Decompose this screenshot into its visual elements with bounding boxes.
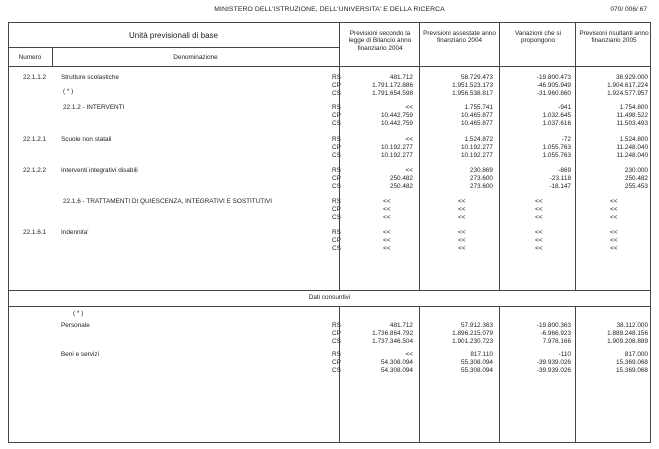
value-col1: << bbox=[405, 136, 413, 143]
value-col4: 250.482 bbox=[624, 175, 648, 182]
value-col4: << bbox=[610, 214, 618, 221]
value-col1: 1.791.654.598 bbox=[372, 90, 413, 97]
type-code: CP bbox=[332, 175, 341, 182]
col4-divider-dati bbox=[575, 306, 576, 443]
value-col1: 1.791.172.886 bbox=[372, 82, 413, 89]
value-col4: 15.369.068 bbox=[616, 367, 648, 374]
value-col2: 1.896.215.079 bbox=[452, 330, 493, 337]
value-col2: 55.308.094 bbox=[461, 367, 493, 374]
value-col2: << bbox=[458, 214, 466, 221]
type-code: RS bbox=[332, 351, 341, 358]
type-code: CS bbox=[332, 245, 341, 252]
value-col3: 1.055.763 bbox=[542, 152, 571, 159]
value-col2: 273.600 bbox=[469, 175, 493, 182]
value-col3: -941 bbox=[558, 104, 571, 111]
value-col2: 10.192.277 bbox=[461, 144, 493, 151]
value-col2: 57.912.363 bbox=[461, 322, 493, 329]
type-code: CS bbox=[332, 152, 341, 159]
value-col1: 10.192.277 bbox=[381, 144, 413, 151]
value-col3: -869 bbox=[558, 167, 571, 174]
value-col1: << bbox=[405, 351, 413, 358]
value-col1: 1.736.864.792 bbox=[372, 330, 413, 337]
value-col1: 250.482 bbox=[389, 175, 413, 182]
upb-title: Unità previsionali di base bbox=[129, 31, 218, 40]
value-col3: << bbox=[535, 237, 543, 244]
value-col1: 10.442.759 bbox=[381, 112, 413, 119]
value-col3: << bbox=[535, 229, 543, 236]
ministry-title: MINISTERO DELL'ISTRUZIONE, DELL'UNIVERSITA' E DELLA RICERCA bbox=[214, 6, 445, 13]
value-col4: 1.924.577.957 bbox=[607, 90, 648, 97]
header-bottom-line bbox=[8, 66, 651, 67]
numero-header: Numero bbox=[18, 54, 42, 61]
value-col1: << bbox=[383, 237, 391, 244]
value-col4: 1.889.248.156 bbox=[607, 330, 648, 337]
value-col1: << bbox=[383, 214, 391, 221]
value-col3: -72 bbox=[561, 136, 571, 143]
row-label: Indennita' bbox=[61, 229, 89, 236]
value-col4: << bbox=[610, 206, 618, 213]
col3-header: Variazioni che si propongono bbox=[514, 30, 562, 45]
value-col3: 1.055.763 bbox=[542, 144, 571, 151]
col1-header: Previsioni secondo la legge di Bilancio anno finanziario 2004 bbox=[348, 30, 412, 52]
value-col4: 11.498.522 bbox=[616, 112, 648, 119]
header-mid-line bbox=[8, 47, 339, 48]
value-col1: 481.712 bbox=[389, 74, 413, 81]
type-code: CS bbox=[332, 90, 341, 97]
dati-bottom-line bbox=[8, 306, 651, 307]
type-code: RS bbox=[332, 229, 341, 236]
value-col4: << bbox=[610, 245, 618, 252]
row-number: 22.1.2.1 bbox=[23, 136, 47, 143]
type-code: CP bbox=[332, 359, 341, 366]
type-code: CP bbox=[332, 330, 341, 337]
value-col1: << bbox=[405, 167, 413, 174]
value-col4: << bbox=[610, 229, 618, 236]
value-col4: 38.929.000 bbox=[616, 74, 648, 81]
value-col4: 1.909.208.889 bbox=[607, 338, 648, 345]
value-col2: 273.600 bbox=[469, 183, 493, 190]
type-code: RS bbox=[332, 198, 341, 205]
dati-top-line bbox=[8, 290, 651, 291]
value-col3: -31.960.860 bbox=[536, 90, 571, 97]
value-col1: << bbox=[383, 245, 391, 252]
type-code: CP bbox=[332, 144, 341, 151]
type-code: CS bbox=[332, 367, 341, 374]
value-col4: 230.000 bbox=[624, 167, 648, 174]
value-col4: 38.112.000 bbox=[616, 322, 648, 329]
value-col2: 1.956.538.817 bbox=[452, 90, 493, 97]
value-col2: << bbox=[458, 237, 466, 244]
value-col4: 1.904.617.224 bbox=[607, 82, 648, 89]
value-col3: -39.939.026 bbox=[536, 359, 571, 366]
type-code: RS bbox=[332, 104, 341, 111]
type-code: CS bbox=[332, 338, 341, 345]
type-code: CP bbox=[332, 82, 341, 89]
value-col4: 11.503.493 bbox=[616, 120, 648, 127]
type-code: CP bbox=[332, 112, 341, 119]
dati-row-label: Personale bbox=[61, 322, 90, 329]
value-col2: << bbox=[458, 245, 466, 252]
value-col1: << bbox=[383, 206, 391, 213]
value-col3: << bbox=[535, 245, 543, 252]
col2-divider-dati bbox=[419, 306, 420, 443]
dati-consuntivi-title: Dati consuntivi bbox=[308, 294, 351, 301]
value-col2: 1.901.230.723 bbox=[452, 338, 493, 345]
value-col3: -19.800.473 bbox=[536, 74, 571, 81]
row-number: 22.1.1.2 bbox=[23, 74, 47, 81]
page-code: 070/ 006/ 67 bbox=[610, 6, 647, 13]
value-col3: -39.939.026 bbox=[536, 367, 571, 374]
value-col1: 54.308.094 bbox=[381, 359, 413, 366]
value-col2: << bbox=[458, 206, 466, 213]
value-col4: 11.248.040 bbox=[616, 144, 648, 151]
value-col3: 1.037.616 bbox=[542, 120, 571, 127]
value-col3: -6.966.923 bbox=[540, 330, 571, 337]
col4-header: Previsioni risultanti anno finanziario 2005 bbox=[579, 30, 649, 45]
value-col4: 1.754.800 bbox=[619, 104, 648, 111]
row-label: Interventi integrativi disabili bbox=[61, 167, 138, 174]
type-code: RS bbox=[332, 74, 341, 81]
col3-divider bbox=[499, 22, 500, 290]
type-code: CS bbox=[332, 214, 341, 221]
col4-divider bbox=[575, 22, 576, 290]
denominazione-header: Denominazione bbox=[173, 54, 218, 61]
value-col2: 1.951.523.173 bbox=[452, 82, 493, 89]
row-number: 22.1.2.2 bbox=[23, 167, 47, 174]
type-code: CP bbox=[332, 206, 341, 213]
value-col4: 817.000 bbox=[624, 351, 648, 358]
value-col2: 10.465.877 bbox=[461, 120, 493, 127]
value-col1: << bbox=[383, 229, 391, 236]
value-col3: 7.978.166 bbox=[542, 338, 571, 345]
row-label: Strutture scolastiche bbox=[61, 74, 119, 81]
type-code: CS bbox=[332, 120, 341, 127]
value-col2: 1.524.872 bbox=[464, 136, 493, 143]
type-code: CS bbox=[332, 183, 341, 190]
value-col2: 1.755.741 bbox=[464, 104, 493, 111]
value-col3: << bbox=[535, 198, 543, 205]
value-col1: << bbox=[383, 198, 391, 205]
type-code: RS bbox=[332, 136, 341, 143]
value-col2: 817.110 bbox=[470, 351, 493, 358]
value-col3: -110 bbox=[558, 351, 571, 358]
value-col1: << bbox=[405, 104, 413, 111]
value-col3: << bbox=[535, 206, 543, 213]
value-col4: << bbox=[610, 198, 618, 205]
value-col2: 230.869 bbox=[469, 167, 493, 174]
col2-divider bbox=[419, 22, 420, 290]
type-code: RS bbox=[332, 322, 341, 329]
value-col3: 1.032.645 bbox=[542, 112, 571, 119]
value-col1: 1.737.346.504 bbox=[372, 338, 413, 345]
row-label: 22.1.2 - INTERVENTI bbox=[63, 104, 125, 111]
dati-note: ( * ) bbox=[73, 310, 84, 317]
type-code: CP bbox=[332, 237, 341, 244]
type-code: RS bbox=[332, 167, 341, 174]
value-col2: 55.308.094 bbox=[461, 359, 493, 366]
row-label: 22.1.6 - TRATTAMENTI DI QUIESCENZA, INTEGRATIVI E SOSTITUTIVI bbox=[63, 198, 273, 205]
row-number: 22.1.6.1 bbox=[23, 229, 47, 236]
col3-divider-dati bbox=[499, 306, 500, 443]
value-col3: -18.147 bbox=[549, 183, 571, 190]
value-col2: << bbox=[458, 229, 466, 236]
value-col4: 11.248.040 bbox=[616, 152, 648, 159]
row-label: Scuole non statali bbox=[61, 136, 112, 143]
value-col4: 15.369.068 bbox=[616, 359, 648, 366]
value-col3: -23.118 bbox=[549, 175, 571, 182]
value-col1: 10.442.759 bbox=[381, 120, 413, 127]
value-col3: << bbox=[535, 214, 543, 221]
value-col4: 255.453 bbox=[624, 183, 648, 190]
col2-header: Previsioni assestate anno finanziario 2004 bbox=[423, 30, 496, 45]
value-col1: 54.308.094 bbox=[381, 367, 413, 374]
value-col2: 10.465.877 bbox=[461, 112, 493, 119]
value-col2: 10.192.277 bbox=[461, 152, 493, 159]
value-col4: << bbox=[610, 237, 618, 244]
value-col1: 481.712 bbox=[389, 322, 413, 329]
value-col1: 250.482 bbox=[389, 183, 413, 190]
dati-row-label: Beni e servizi bbox=[61, 351, 100, 358]
value-col4: 1.524.800 bbox=[619, 136, 648, 143]
value-col1: 10.192.277 bbox=[381, 152, 413, 159]
value-col2: 58.729.473 bbox=[461, 74, 493, 81]
row-note: ( * ) bbox=[63, 88, 74, 95]
value-col3: -46.905.949 bbox=[536, 82, 571, 89]
value-col3: -19.800.363 bbox=[536, 322, 571, 329]
value-col2: << bbox=[458, 198, 466, 205]
